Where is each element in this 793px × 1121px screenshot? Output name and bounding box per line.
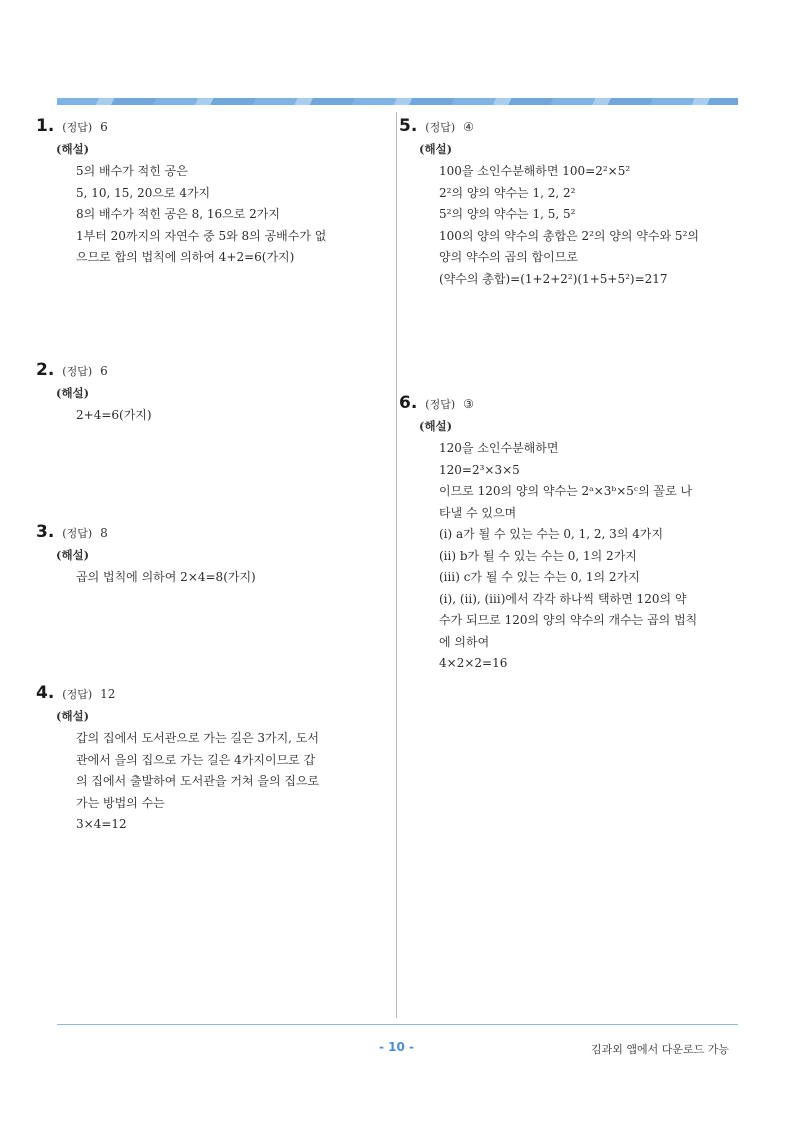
- explanation-line: 갑의 집에서 도서관으로 가는 길은 3가지, 도서: [76, 731, 319, 745]
- explanation-line: 2+4=6(가지): [76, 408, 152, 422]
- explanation-label: (해설): [419, 419, 453, 433]
- problem-header: [399, 116, 739, 138]
- header-decorative-bar: [57, 98, 738, 105]
- explanation-line: 8의 배수가 적힌 공은 8, 16으로 2가지: [76, 207, 280, 221]
- explanation-line: 양의 약수의 곱의 합이므로: [439, 250, 578, 264]
- footer-note: 김과외 앱에서 다운로드 가능: [590, 1043, 729, 1056]
- problem-number: 1.: [36, 116, 55, 136]
- explanation-line: 1부터 20까지의 자연수 중 5와 8의 공배수가 없: [76, 228, 327, 243]
- problem-number: 2.: [36, 360, 55, 380]
- problem-header: [36, 683, 356, 705]
- problem-number: 4.: [36, 683, 55, 703]
- answer-label: (정답): [62, 365, 93, 378]
- explanation-line: 120을 소인수분해하면: [439, 441, 559, 455]
- answer-value: 8: [100, 526, 108, 540]
- problem-4: [36, 683, 356, 836]
- explanation-line: 곱의 법칙에 의하여 2×4=8(가지): [76, 570, 256, 584]
- explanation-line: 100을 소인수분해하면 100=2²×5²: [439, 164, 631, 178]
- problem-number: 5.: [399, 116, 418, 136]
- answer-label: (정답): [62, 527, 93, 540]
- answer-label: (정답): [62, 121, 93, 134]
- answer-label: (정답): [425, 121, 456, 134]
- explanation-label: (해설): [56, 142, 90, 156]
- problem-3: [36, 522, 356, 589]
- problem-header: [36, 360, 356, 382]
- footer-line: [57, 1024, 738, 1025]
- explanation-line: 수가 되므로 120의 양의 약수의 개수는 곱의 법칙: [439, 613, 698, 627]
- problem-number: 3.: [36, 522, 55, 542]
- explanation-line: 4×2×2=16: [439, 656, 508, 670]
- problem-header: [36, 522, 356, 544]
- problem-6: [399, 393, 739, 675]
- problem-1: [36, 116, 356, 269]
- problem-header: [399, 393, 739, 415]
- explanation-line: (ⅰ) a가 될 수 있는 수는 0, 1, 2, 3의 4가지: [439, 527, 664, 541]
- column-divider: [396, 112, 397, 1018]
- explanation-label: (해설): [56, 709, 90, 723]
- explanation-line: 의 집에서 출발하여 도서관을 거쳐 을의 집으로: [76, 774, 320, 788]
- explanation-line: 100의 양의 약수의 총합은 2²의 양의 약수와 5²의: [439, 228, 699, 243]
- explanation-line: 5, 10, 15, 20으로 4가지: [76, 185, 211, 200]
- explanation-line: 5의 배수가 적힌 공은: [76, 164, 188, 178]
- problem-2: [36, 360, 356, 427]
- explanation-line: 2²의 양의 약수는 1, 2, 2²: [439, 185, 576, 200]
- problem-5: [399, 116, 739, 290]
- answer-value: 6: [100, 364, 108, 378]
- explanation-line: (ⅱ) b가 될 수 있는 수는 0, 1의 2가지: [439, 548, 637, 563]
- explanation-line: 에 의하여: [439, 634, 490, 649]
- explanation-line: (약수의 총합)=(1+2+2²)(1+5+5²)=217: [439, 271, 668, 286]
- explanation-line: (ⅰ), (ⅱ), (ⅲ)에서 각각 하나씩 택하면 120의 약: [439, 591, 687, 606]
- explanation-label: (해설): [419, 142, 453, 156]
- explanation-line: 5²의 양의 약수는 1, 5, 5²: [439, 207, 576, 221]
- explanation-line: 타낼 수 있으며: [439, 505, 517, 520]
- answer-value: ④: [463, 120, 474, 134]
- explanation-line: 3×4=12: [76, 817, 127, 831]
- answer-value: 6: [100, 120, 108, 134]
- answer-value: 12: [100, 687, 116, 701]
- explanation-label: (해설): [56, 548, 90, 562]
- explanation-line: 120=2³×3×5: [439, 462, 520, 477]
- explanation-line: 관에서 을의 집으로 가는 길은 4가지이므로 갑: [76, 752, 316, 767]
- answer-label: (정답): [62, 688, 93, 701]
- explanation-line: 가는 방법의 수는: [76, 795, 165, 810]
- explanation-line: (ⅲ) c가 될 수 있는 수는 0, 1의 2가지: [439, 570, 640, 584]
- explanation-line: 으므로 합의 법칙에 의하여 4+2=6(가지): [76, 250, 295, 264]
- page-number: - 10 -: [378, 1040, 414, 1054]
- answer-label: (정답): [425, 398, 456, 411]
- answer-value: ③: [463, 397, 474, 411]
- problem-number: 6.: [399, 393, 418, 413]
- explanation-line: 이므로 120의 양의 약수는 2ᵃ×3ᵇ×5ᶜ의 꼴로 나: [439, 484, 693, 498]
- problem-header: [36, 116, 356, 138]
- explanation-label: (해설): [56, 386, 90, 400]
